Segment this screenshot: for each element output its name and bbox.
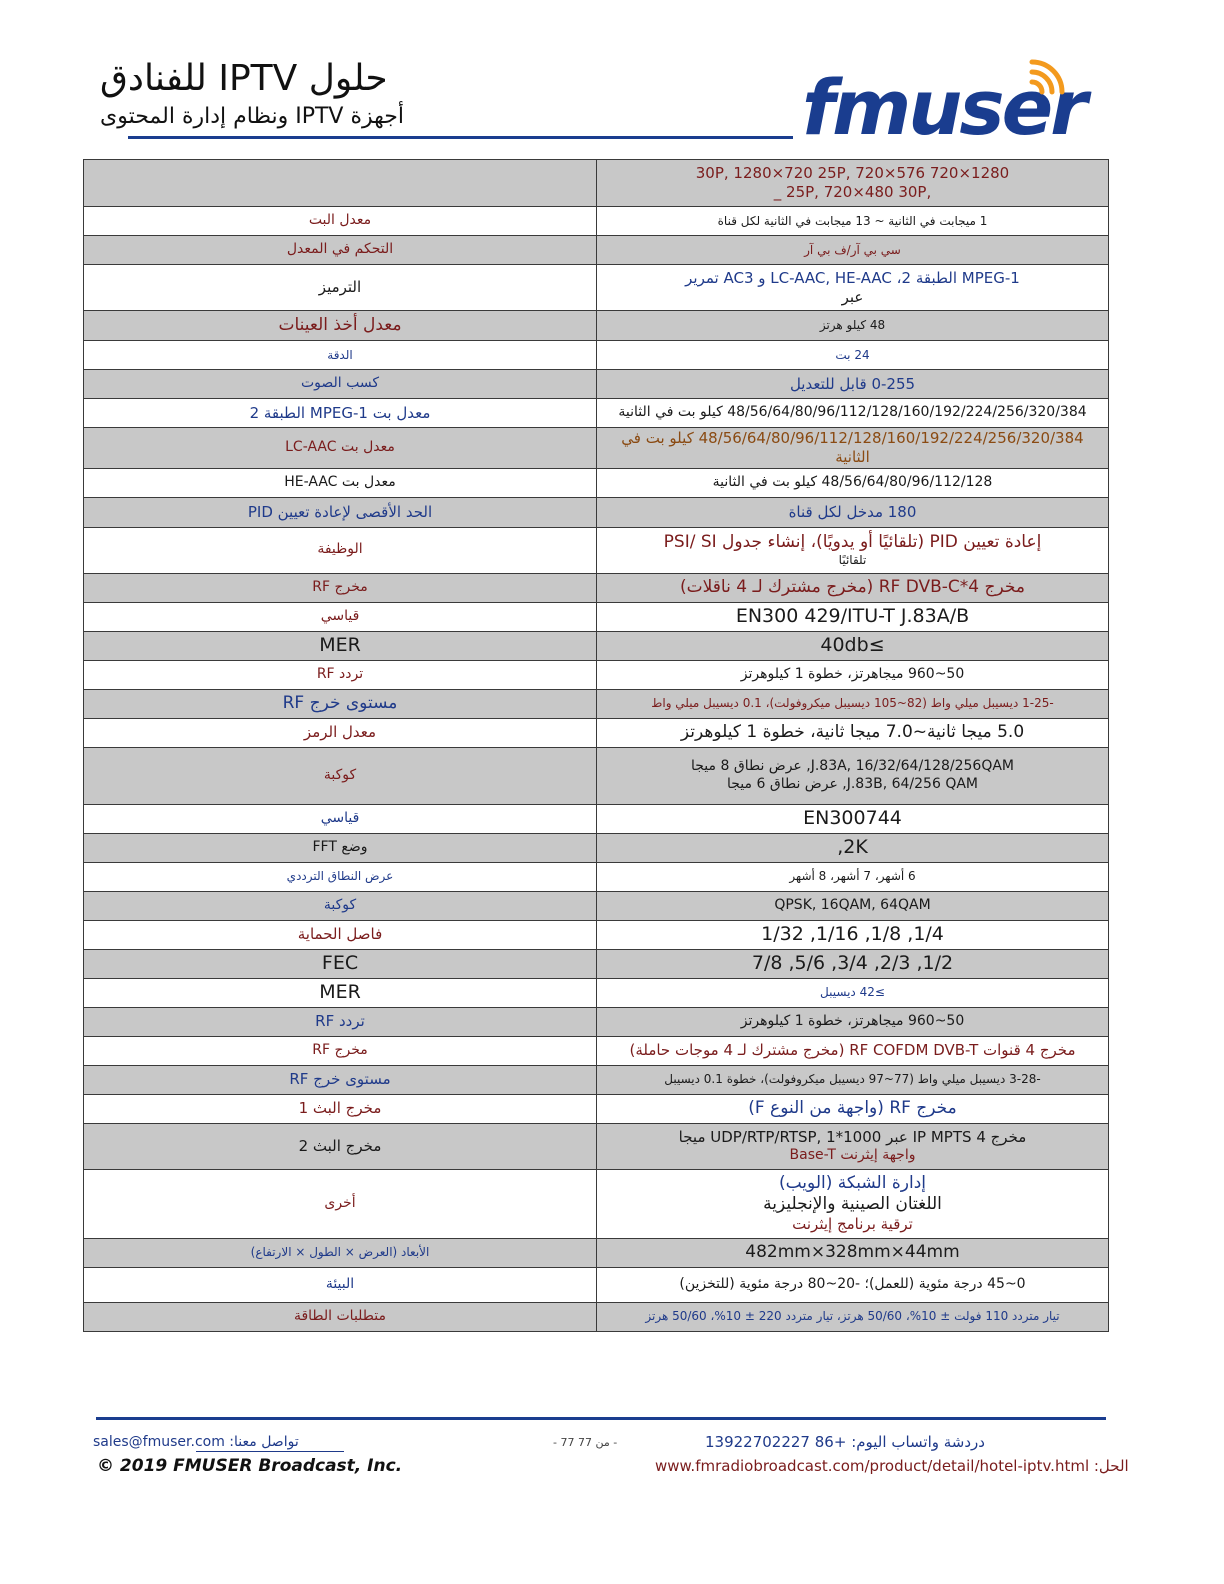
row-value: 0~45 درجة مئوية (للعمل)؛ -20~80 درجة مئوية (للتخزين) [597,1267,1109,1302]
value-line: إدارة الشبكة (الويب) [778,1172,926,1193]
row-label: معدل البت [84,207,597,236]
table-row [84,602,1109,631]
row-label: التحكم في المعدل [84,236,597,265]
table-row [84,236,1109,265]
table-row [84,660,1109,689]
table-row [84,1238,1109,1267]
row-value [597,527,1109,573]
value-line: ,25P, 720×480 30P _ [773,183,932,201]
footer-divider [96,1417,1106,1420]
row-label: قياسي [84,602,597,631]
row-value: 50~960 ميجاهرتز، خطوة 1 كيلوهرتز [597,660,1109,689]
row-label: كوكبة [84,891,597,920]
row-value: 1/2, 2/3, 3/4, 5/6, 7/8 [597,949,1109,978]
table-row [84,949,1109,978]
row-value: 50~960 ميجاهرتز، خطوة 1 كيلوهرتز [597,1007,1109,1036]
row-label: عرض النطاق الترددي [84,862,597,891]
table-row [84,341,1109,370]
table-row [84,978,1109,1007]
row-value: 1/4, 1/8, 1/16, 1/32 [597,920,1109,949]
row-label: مستوى خرج RF [84,689,597,718]
row-value: QPSK, 16QAM, 64QAM [597,891,1109,920]
row-label: معدل الرمز [84,718,597,747]
row-label: MER [84,631,597,660]
page-number: - 77 من 77 - [553,1436,618,1449]
value-line: MPEG-1 الطبقة 2، LC-AAC, HE-AAC و AC3 تمرير [685,268,1020,287]
value-line: عبر [841,287,864,306]
row-label: مخرج RF [84,573,597,602]
fmuser-logo [800,56,1110,148]
row-value: مخرج RF DVB-C*4 (مخرج مشترك لـ 4 ناقلات) [597,573,1109,602]
footer-phone: دردشة واتساب اليوم: +86 13922702227 [705,1433,985,1451]
row-label: كوكبة [84,747,597,804]
row-label: مخرج RF [84,1036,597,1065]
value-line: تلقائيًا [838,553,867,568]
value-line: ترقية برنامج إيثرنت [792,1215,913,1234]
row-label: تردد RF [84,1007,597,1036]
table-row [84,891,1109,920]
row-value: EN300744 [597,804,1109,833]
value-line: 30P, 1280×720 25P, 720×576 720×1280 [695,164,1010,183]
row-label [84,160,597,207]
row-label: وضع FFT [84,833,597,862]
row-value [597,1169,1109,1238]
value-line: واجهة إيثرنت Base-T [789,1146,916,1163]
row-label: البيئة [84,1267,597,1302]
table-row [84,399,1109,428]
row-value: 48/56/64/80/96/112/128/160/192/224/256/320/384 كيلو بت في الثانية [597,428,1109,469]
table-row [84,1065,1109,1094]
page-title: حلول IPTV للفنادق [100,58,388,99]
row-label: معدل بت HE-AAC [84,468,597,497]
row-label: قياسي [84,804,597,833]
row-value: تيار متردد 110 فولت ± 10%، 50/60 هرتز، تيار متردد 220 ± 10%، 50/60 هرتز [597,1302,1109,1331]
row-value: 482mm×328mm×44mm [597,1238,1109,1267]
table-row [84,920,1109,949]
row-value: 48 كيلو هرتز [597,311,1109,341]
table-row [84,804,1109,833]
row-value [597,265,1109,311]
row-label: فاصل الحماية [84,920,597,949]
table-row [84,1123,1109,1169]
footer-url[interactable]: الحل: www.fmradiobroadcast.com/product/detail/hotel-iptv.html [655,1457,1129,1475]
page-subtitle: أجهزة IPTV ونظام إدارة المحتوى [100,104,404,129]
table-row [84,631,1109,660]
table-row [84,862,1109,891]
table-row [84,833,1109,862]
row-label: الوظيفة [84,527,597,573]
value-line: J.83A, 16/32/64/128/256QAM, عرض نطاق 8 ميجا [690,758,1015,774]
row-value: سي بي آر/ف بي آر [597,236,1109,265]
row-label: مستوى خرج RF [84,1065,597,1094]
footer-email[interactable]: تواصل معنا: sales@fmuser.com [93,1434,299,1450]
row-label: معدل بت LC-AAC [84,428,597,469]
table-row [84,1094,1109,1123]
logo-wordmark: fmuser [802,63,1085,148]
row-label: معدل أخذ العينات [84,311,597,341]
spec-table [83,159,1109,1332]
row-label: معدل بت MPEG-1 الطبقة 2 [84,399,597,428]
table-row [84,160,1109,207]
row-label: مخرج البث 1 [84,1094,597,1123]
row-value: مخرج 4 قنوات RF COFDM DVB-T (مخرج مشترك لـ 4 موجات حاملة) [597,1036,1109,1065]
table-row [84,265,1109,311]
table-row [84,1036,1109,1065]
table-row [84,1267,1109,1302]
row-label: الحد الأقصى لإعادة تعيين PID [84,497,597,527]
row-value: 24 بت [597,341,1109,370]
table-row [84,1302,1109,1331]
table-row [84,468,1109,497]
row-label: مخرج البث 2 [84,1123,597,1169]
value-line: J.83B, 64/256 QAM, عرض نطاق 6 ميجا [726,775,978,792]
table-row [84,370,1109,399]
row-value: 5.0 ميجا ثانية~7.0 ميجا ثانية، خطوة 1 كيلوهرتز [597,718,1109,747]
row-label: متطلبات الطاقة [84,1302,597,1331]
row-value: 180 مدخل لكل قناة [597,497,1109,527]
row-label: الأبعاد (العرض × الطول × الارتفاع) [84,1238,597,1267]
table-row [84,428,1109,469]
table-row [84,689,1109,718]
value-line: مخرج 4 IP MPTS عبر UDP/RTP/RTSP, 1*1000 ميجا [678,1127,1027,1146]
table-row [84,207,1109,236]
row-value: 1 ميجابت في الثانية ~ 13 ميجابت في الثانية لكل قناة [597,207,1109,236]
row-value: 6 أشهر، 7 أشهر، 8 أشهر [597,862,1109,891]
table-row [84,1169,1109,1238]
row-label: MER [84,978,597,1007]
row-value [597,747,1109,804]
footer-copyright: © 2019 FMUSER Broadcast, Inc. [97,1456,403,1476]
row-value: 2K, [597,833,1109,862]
table-row [84,497,1109,527]
row-label: FEC [84,949,597,978]
row-value: -1-25 ديسيبل ميلي واط (82~105 ديسيبل ميكروفولت)، 0.1 ديسيبل ميلي واط [597,689,1109,718]
row-value: مخرج RF (واجهة من النوع F) [597,1094,1109,1123]
row-label: كسب الصوت [84,370,597,399]
table-row [84,527,1109,573]
row-label: الدقة [84,341,597,370]
table-row [84,718,1109,747]
row-value: 48/56/64/80/96/112/128 كيلو بت في الثانية [597,468,1109,497]
row-label: أخرى [84,1169,597,1238]
row-value [597,160,1109,207]
value-line: اللغتان الصينية والإنجليزية [763,1194,942,1215]
header-underline [128,136,793,139]
table-row [84,1007,1109,1036]
row-value: ≥40db [597,631,1109,660]
row-label: تردد RF [84,660,597,689]
table-row [84,573,1109,602]
row-value: ≥42 ديسيبل [597,978,1109,1007]
row-value: -3-28 ديسيبل ميلي واط (77~97 ديسيبل ميكروفولت)، خطوة 0.1 ديسيبل [597,1065,1109,1094]
row-value: 48/56/64/80/96/112/128/160/192/224/256/320/384 كيلو بت في الثانية [597,399,1109,428]
row-value [597,1123,1109,1169]
footer-email-underline [196,1451,344,1452]
table-row [84,311,1109,341]
table-row [84,747,1109,804]
row-label: الترميز [84,265,597,311]
row-value: 0-255 قابل للتعديل [597,370,1109,399]
value-line: إعادة تعيين PID (تلقائيًا أو يدويًا)، إنشاء جدول PSI/ SI [663,531,1042,552]
row-value: EN300 429/ITU-T J.83A/B [597,602,1109,631]
